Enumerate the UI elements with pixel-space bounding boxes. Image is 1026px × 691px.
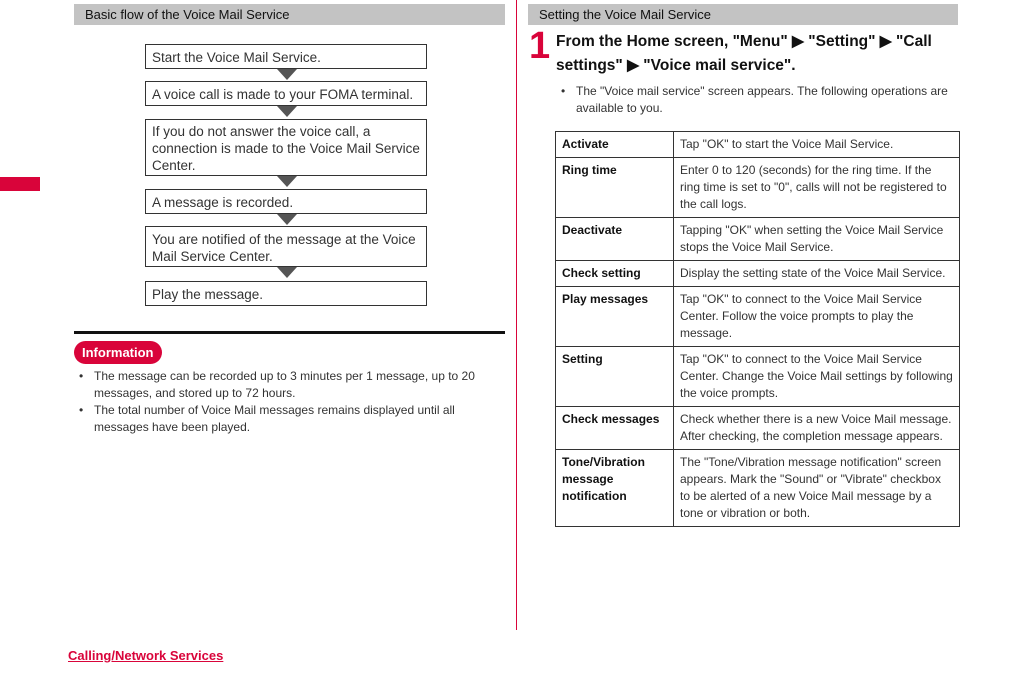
flow-step: Start the Voice Mail Service. [145, 44, 427, 69]
table-row [556, 287, 960, 347]
operation-name: Tone/Vibration message notification [556, 450, 674, 527]
arrow-down-icon [277, 267, 297, 278]
operation-description: Tapping "OK" when setting the Voice Mail Service stops the Voice Mail Service. [674, 218, 960, 261]
step-number: 1 [529, 25, 551, 67]
table-row [556, 261, 960, 287]
flow-step: You are notified of the message at the Voice Mail Service Center. [145, 226, 427, 267]
flow-step: Play the message. [145, 281, 427, 306]
operation-name: Activate [556, 132, 674, 158]
arrow-down-icon [277, 176, 297, 187]
step-instruction: From the Home screen, "Menu" ▶ "Setting" ▶ "Call settings" ▶ "Voice mail service". [556, 33, 932, 74]
table-row [556, 218, 960, 261]
step-note: • The "Voice mail service" screen appears. The following operations are available to you. [556, 83, 956, 117]
section-header-basic-flow: Basic flow of the Voice Mail Service [74, 4, 505, 25]
operation-description: Tap "OK" to connect to the Voice Mail Service Center. Follow the voice prompts to play the message. [674, 287, 960, 347]
operation-description: The "Tone/Vibration message notification" screen appears. Mark the "Sound" or "Vibrate" checkbox to be alerted of a new Voice Mail message by a tone or vibration or both. [674, 450, 960, 527]
information-badge: Information [74, 341, 162, 364]
table-row [556, 407, 960, 450]
table-row [556, 158, 960, 218]
operation-description: Check whether there is a new Voice Mail message. After checking, the completion message appears. [674, 407, 960, 450]
operation-name: Ring time [556, 158, 674, 218]
table-row [556, 132, 960, 158]
step-notes [556, 83, 956, 117]
information-item: • The message can be recorded up to 3 minutes per 1 message, up to 20 messages, and stored up to 72 hours. [74, 368, 502, 402]
operation-name: Deactivate [556, 218, 674, 261]
operation-description: Display the setting state of the Voice Mail Service. [674, 261, 960, 287]
flow-step: If you do not answer the voice call, a connection is made to the Voice Mail Service Center. [145, 119, 427, 176]
arrow-down-icon [277, 69, 297, 80]
operation-name: Check setting [556, 261, 674, 287]
divider [74, 331, 505, 334]
column-divider [516, 0, 517, 630]
operation-name: Check messages [556, 407, 674, 450]
arrow-down-icon [277, 214, 297, 225]
information-list [74, 368, 502, 436]
section-header-setting: Setting the Voice Mail Service [528, 4, 958, 25]
chapter-tab-marker [0, 177, 40, 191]
arrow-down-icon [277, 106, 297, 117]
operation-description: Tap "OK" to start the Voice Mail Service. [674, 132, 960, 158]
flow-step: A message is recorded. [145, 189, 427, 214]
footer-section-link[interactable]: Calling/Network Services [68, 648, 224, 663]
operation-description: Enter 0 to 120 (seconds) for the ring time. If the ring time is set to "0", calls will not be registered to the call logs. [674, 158, 960, 218]
information-item: • The total number of Voice Mail messages remains displayed until all messages have been played. [74, 402, 502, 436]
operation-name: Setting [556, 347, 674, 407]
table-row [556, 450, 960, 527]
table-row [556, 347, 960, 407]
operation-description: Tap "OK" to connect to the Voice Mail Service Center. Change the Voice Mail settings by following the voice prompts. [674, 347, 960, 407]
flow-step: A voice call is made to your FOMA terminal. [145, 81, 427, 106]
operations-table [555, 131, 960, 527]
operation-name: Play messages [556, 287, 674, 347]
